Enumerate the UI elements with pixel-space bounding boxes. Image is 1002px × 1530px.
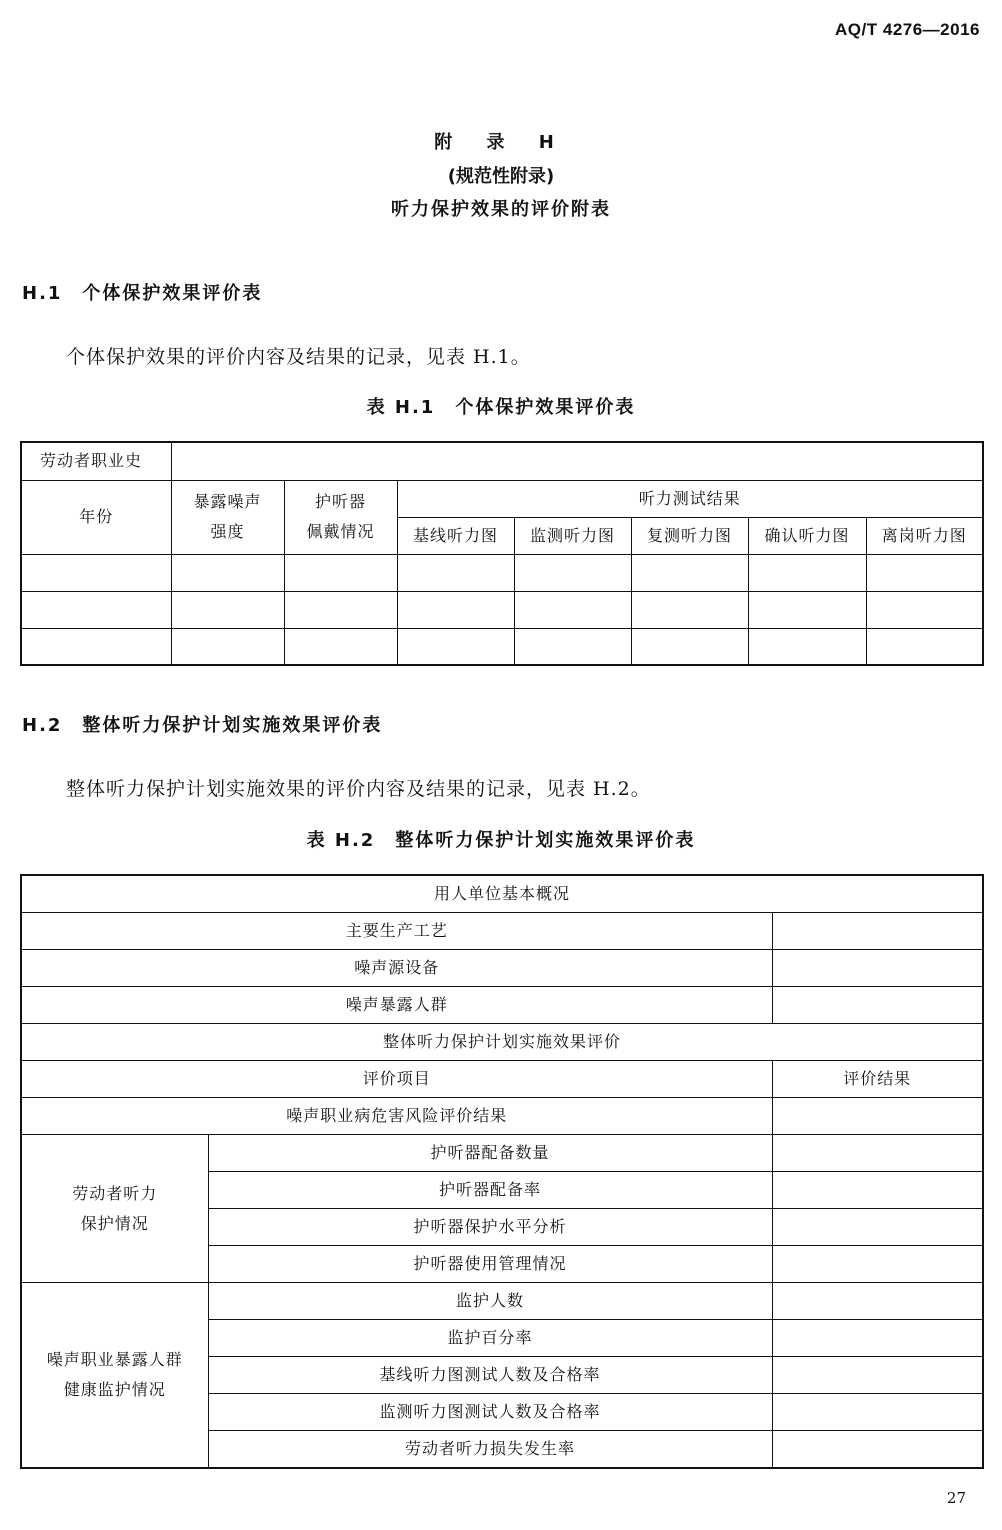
sub-col-confirm: 确认听力图 (748, 517, 866, 554)
col-item: 评价项目 (21, 1061, 772, 1098)
group1-item: 护听器配备数量 (208, 1135, 772, 1172)
group1-item: 护听器配备率 (208, 1172, 772, 1209)
result-cell (772, 1283, 983, 1320)
group2-item: 监测听力图测试人数及合格率 (208, 1394, 772, 1431)
overview-row-population: 噪声暴露人群 (21, 987, 772, 1024)
col-exposure-line2: 强度 (210, 522, 245, 541)
group1-label-line1: 劳动者听力 (72, 1183, 158, 1203)
appendix-name: 听力保护效果的评价附表 (391, 199, 611, 220)
result-cell (772, 1246, 983, 1283)
section-h1-heading: H.1 个体保护效果评价表 (22, 283, 263, 304)
section-h2-heading: H.2 整体听力保护计划实施效果评价表 (22, 715, 383, 736)
result-cell (772, 1172, 983, 1209)
group2-item: 监护百分率 (208, 1320, 772, 1357)
section-h2-paragraph: 整体听力保护计划实施效果的评价内容及结果的记录，见表 H.2。 (66, 778, 651, 800)
overview-value-cell (772, 950, 983, 987)
col-protector (284, 480, 397, 554)
col-result: 评价结果 (772, 1061, 983, 1098)
group2-item: 基线听力图测试人数及合格率 (208, 1357, 772, 1394)
group1-item: 护听器保护水平分析 (208, 1209, 772, 1246)
col-exposure (171, 480, 284, 554)
sub-col-retest: 复测听力图 (631, 517, 748, 554)
appendix-title: 附 录 H (434, 132, 568, 153)
history-value-cell (171, 442, 983, 480)
group2-item: 监护人数 (208, 1283, 772, 1320)
history-label: 劳动者职业史 (21, 442, 171, 480)
result-cell (772, 1135, 983, 1172)
group2-item: 劳动者听力损失发生率 (208, 1431, 772, 1469)
group2-label-line2: 健康监护情况 (63, 1380, 166, 1399)
overview-value-cell (772, 913, 983, 950)
table-h2-caption: 表 H.2 整体听力保护计划实施效果评价表 (306, 830, 696, 851)
col-protector-line2: 佩戴情况 (306, 522, 375, 541)
result-cell (772, 1098, 983, 1135)
overview-value-cell (772, 987, 983, 1024)
table-h1 (20, 441, 984, 666)
col-protector-line1: 护听器 (314, 492, 366, 511)
sub-col-monitoring: 监测听力图 (514, 517, 631, 554)
page-number: 27 (946, 1489, 966, 1507)
col-results: 听力测试结果 (397, 480, 983, 517)
result-cell (772, 1320, 983, 1357)
col-exposure-line1: 暴露噪声 (193, 492, 262, 511)
standard-code: AQ/T 4276—2016 (835, 20, 980, 39)
overview-header: 用人单位基本概况 (21, 875, 983, 913)
overview-row-equipment: 噪声源设备 (21, 950, 772, 987)
table-row (21, 554, 983, 591)
sub-col-baseline: 基线听力图 (397, 517, 514, 554)
section-h1-paragraph: 个体保护效果的评价内容及结果的记录，见表 H.1。 (66, 346, 531, 368)
result-cell (772, 1394, 983, 1431)
table-h2 (20, 874, 984, 1469)
table-row (21, 628, 983, 665)
group2-label-line1: 噪声职业暴露人群 (46, 1350, 183, 1369)
group1-label-line2: 保护情况 (80, 1213, 149, 1233)
evaluation-header: 整体听力保护计划实施效果评价 (21, 1024, 983, 1061)
appendix-type: (规范性附录) (447, 166, 555, 187)
sub-col-exit: 离岗听力图 (866, 517, 983, 554)
group2-label (21, 1283, 208, 1469)
group1-item: 护听器使用管理情况 (208, 1246, 772, 1283)
result-cell (772, 1209, 983, 1246)
group1-label (21, 1135, 208, 1283)
table-row (21, 591, 983, 628)
col-year: 年份 (21, 480, 171, 554)
table-h1-caption: 表 H.1 个体保护效果评价表 (366, 397, 636, 418)
result-cell (772, 1357, 983, 1394)
overview-row-process: 主要生产工艺 (21, 913, 772, 950)
risk-row: 噪声职业病危害风险评价结果 (21, 1098, 772, 1135)
result-cell (772, 1431, 983, 1469)
